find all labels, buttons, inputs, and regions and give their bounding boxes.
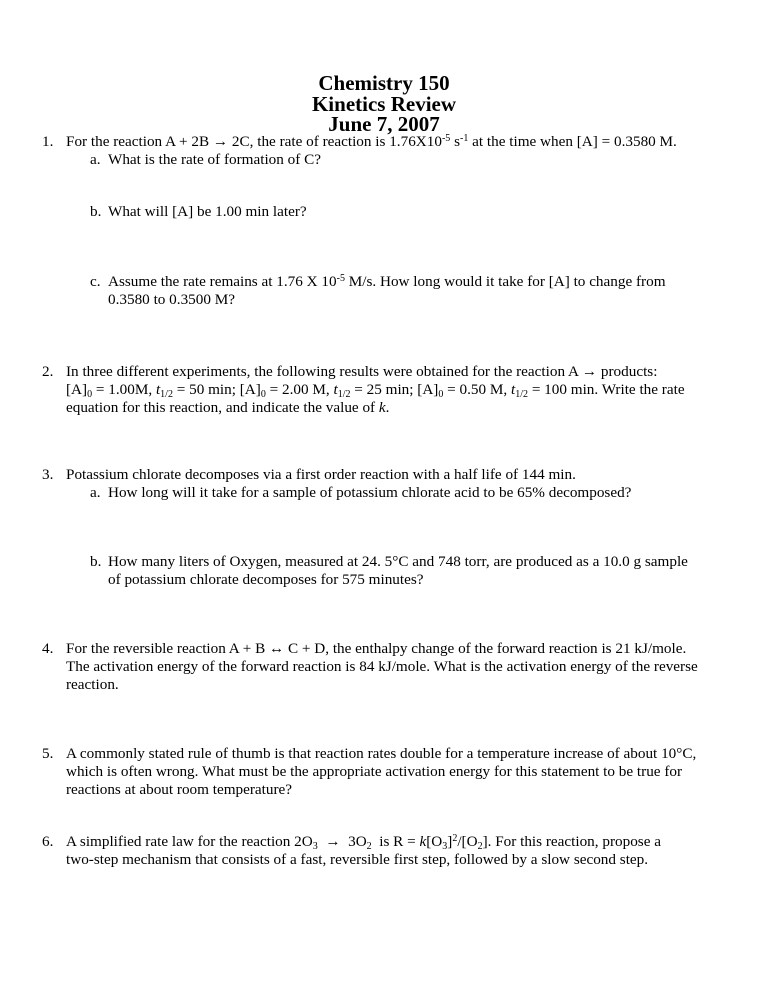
text: 3O <box>348 833 367 850</box>
text: . <box>385 399 390 416</box>
text: = 100 min. Write the rate <box>528 381 685 398</box>
italic-k: k <box>419 833 427 850</box>
question-text <box>66 833 661 851</box>
question-number: 6. <box>42 833 54 850</box>
italic-t: t <box>511 381 516 398</box>
question-number: 2. <box>42 363 54 380</box>
text: A simplified rate law for the reaction 2O <box>66 833 313 850</box>
part-label: b. <box>90 553 102 570</box>
text: is R = <box>371 833 420 850</box>
subscript: 2 <box>477 841 483 852</box>
italic-t: t <box>333 381 338 398</box>
text: ]. For this reaction, propose a <box>482 833 661 850</box>
subscript: 3 <box>312 841 318 852</box>
superscript: -5 <box>336 273 345 284</box>
question-number: 1. <box>42 133 54 150</box>
italic-k: k <box>378 399 386 416</box>
subscript: 0 <box>87 389 93 400</box>
question-text: A commonly stated rule of thumb is that reaction rates double for a temperature increase of about 10°C, <box>66 745 697 762</box>
text: = 25 min; [A] <box>350 381 439 398</box>
question-number: 4. <box>42 640 54 657</box>
superscript: 2 <box>452 833 458 844</box>
part-text: What will [A] be 1.00 min later? <box>108 203 307 220</box>
question-text: In three different experiments, the following results were obtained for the reaction A → products: <box>66 363 658 380</box>
question-text: For the reversible reaction A + B ↔ C + D, the enthalpy change of the forward reaction is 21 kJ/mole. <box>66 640 687 657</box>
question-text <box>66 133 677 151</box>
question-text <box>66 399 389 417</box>
arrow: → <box>317 833 349 850</box>
subscript: 0 <box>260 389 266 400</box>
subscript: 1/2 <box>337 389 351 400</box>
part-text: How many liters of Oxygen, measured at 24. 5°C and 748 torr, are produced as a 10.0 g sample <box>108 553 688 570</box>
text: s <box>450 133 461 150</box>
topic-title: Kinetics Review <box>311 92 457 116</box>
text: at the time when [A] = 0.3580 M. <box>468 133 677 150</box>
part-text: 0.3580 to 0.3500 M? <box>108 291 235 308</box>
part-text: of potassium chlorate decomposes for 575 minutes? <box>108 571 424 588</box>
part-label: c. <box>90 273 101 290</box>
part-text: How long will it take for a sample of potassium chlorate acid to be 65% decomposed? <box>108 484 632 501</box>
text: For the reaction A + 2B → 2C, the rate of reaction is 1.76X10 <box>66 133 442 150</box>
text: = 50 min; [A] <box>172 381 261 398</box>
subscript: 1/2 <box>160 389 173 400</box>
text: M/s. How long would it take for [A] to change from <box>344 273 666 290</box>
question-number: 3. <box>42 466 54 483</box>
text: equation for this reaction, and indicate the value of <box>66 399 379 416</box>
question-text: reactions at about room temperature? <box>66 781 293 798</box>
text: ] <box>447 833 453 850</box>
subscript: 0 <box>438 389 444 400</box>
date-title: June 7, 2007 <box>328 112 440 136</box>
text: = 0.50 M, <box>443 381 511 398</box>
part-text <box>108 273 666 291</box>
part-label: a. <box>90 151 101 168</box>
text: = 2.00 M, <box>265 381 334 398</box>
question-text <box>66 381 685 399</box>
subscript: 2 <box>366 841 372 852</box>
question-text: The activation energy of the forward reaction is 84 kJ/mole. What is the activation energy of the reverse <box>66 658 698 675</box>
text: [A] <box>66 381 88 398</box>
italic-t: t <box>155 381 161 398</box>
subscript: 3 <box>442 841 448 852</box>
part-label: b. <box>90 203 102 220</box>
question-text: reaction. <box>66 676 119 693</box>
subscript: 1/2 <box>515 389 529 400</box>
text: /[O <box>457 833 478 850</box>
superscript: -5 <box>441 133 451 144</box>
text: Assume the rate remains at 1.76 X 10 <box>108 273 337 290</box>
text: [O <box>426 833 443 850</box>
question-text: two-step mechanism that consists of a fast, reversible first step, followed by a slow second step. <box>66 851 649 868</box>
question-text: which is often wrong. What must be the appropriate activation energy for this statement to be true for <box>66 763 683 780</box>
course-title: Chemistry 150 <box>318 71 450 95</box>
part-text: What is the rate of formation of C? <box>108 151 321 168</box>
superscript: -1 <box>460 133 469 144</box>
question-number: 5. <box>42 745 54 762</box>
part-label: a. <box>90 484 101 501</box>
text: = 1.00M, <box>92 381 156 398</box>
question-text: Potassium chlorate decomposes via a first order reaction with a half life of 144 min. <box>66 466 576 483</box>
